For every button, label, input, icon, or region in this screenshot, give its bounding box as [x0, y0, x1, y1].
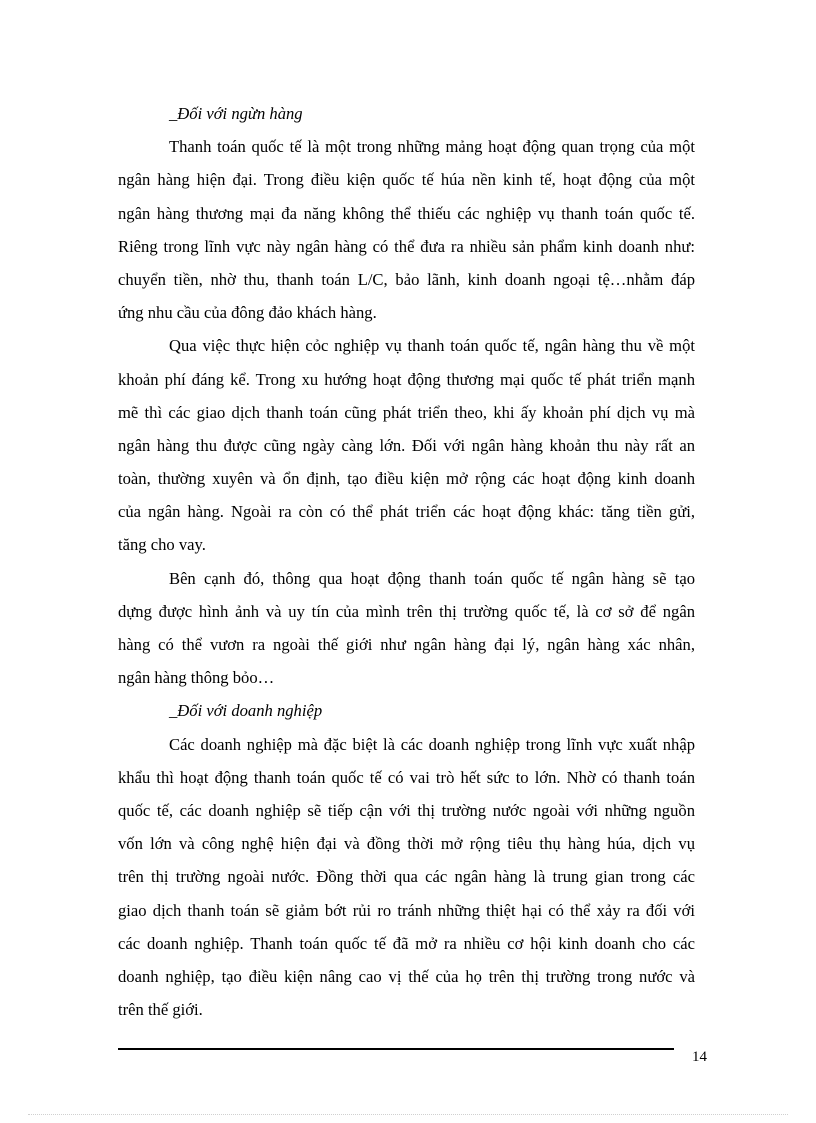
paragraph-line: Bên cạnh đó, thông qua hoạt động thanh toán quốc tế ngân hàng sẽ tạo: [169, 568, 695, 588]
paragraph-line: chuyển tiền, nhờ thu, thanh toán L/C, bảo lãnh, kinh doanh ngoại tệ…nhằm đáp: [118, 269, 695, 289]
paragraph-line: ứng nhu cầu của đông đảo khách hàng.: [118, 303, 377, 323]
paragraph-line: Thanh toán quốc tế là một trong những mảng hoạt động quan trọng của một: [169, 137, 695, 157]
paragraph-line: các doanh nghiệp. Thanh toán quốc tế đã mở ra nhiều cơ hội kinh doanh cho các: [118, 933, 695, 953]
paragraph-line: Riêng trong lĩnh vực này ngân hàng có thể đưa ra nhiều sản phẩm kinh doanh như:: [118, 236, 695, 256]
paragraph-line: Các doanh nghiệp mà đặc biệt là các doanh nghiệp trong lĩnh vực xuất nhập: [169, 734, 695, 754]
heading-line: _Đối với doanh nghiệp: [169, 701, 323, 721]
paragraph-line: ngân hàng hiện đại. Trong điều kiện quốc tế húa nền kinh tế, hoạt động của một: [118, 170, 695, 190]
paragraph-line: ngân hàng thu được cũng ngày càng lớn. Đối với ngân hàng khoản thu này rất an: [118, 435, 695, 455]
paragraph-line: trên thế giới.: [118, 1000, 203, 1020]
paragraph-line: Qua việc thực hiện cỏc nghiệp vụ thanh toán quốc tế, ngân hàng thu về một: [169, 336, 695, 356]
section-heading: [118, 694, 695, 727]
paragraph-line: giao dịch thanh toán sẽ giảm bớt rủi ro tránh những thiệt hại có thể xảy ra đối với: [118, 900, 695, 920]
paragraph-line: vốn lớn và công nghệ hiện đại và đồng thời mở rộng tiêu thụ hàng húa, dịch vụ: [118, 834, 695, 854]
section-heading: [118, 97, 695, 130]
paragraph-line: toàn, thường xuyên và ổn định, tạo điều kiện mở rộng các hoạt động kinh doanh: [118, 469, 695, 489]
paragraph-line: ngân hàng thông bỏo…: [118, 668, 275, 688]
paragraph-line: dựng được hình ảnh và uy tín của mình trên thị trường quốc tế, là cơ sở để ngân: [118, 601, 695, 621]
paragraph-line: tăng cho vay.: [118, 535, 206, 555]
paragraph-line: khẩu thì hoạt động thanh toán quốc tế có vai trò hết sức to lớn. Nhờ có thanh toán: [118, 767, 695, 787]
heading-line: _Đối với ngừn hàng: [169, 104, 303, 123]
paragraph: [118, 329, 695, 561]
document-body: [118, 97, 695, 1026]
page-number: 14: [692, 1049, 707, 1065]
paragraph-line: hàng có thể vươn ra ngoài thế giới như ngân hàng đại lý, ngân hàng xác nhân,: [118, 635, 695, 654]
paragraph: [118, 562, 695, 695]
page-bottom-border: [28, 1114, 788, 1115]
paragraph-line: quốc tế, các doanh nghiệp sẽ tiếp cận với thị trường nước ngoài với những nguồn: [118, 800, 695, 820]
paragraph-line: khoản phí đáng kể. Trong xu hướng hoạt động thương mại quốc tế phát triển mạnh: [118, 369, 695, 389]
paragraph-line: doanh nghiệp, tạo điều kiện nâng cao vị thế của họ trên thị trường trong nước và: [118, 966, 695, 986]
paragraph-line: mẽ thì các giao dịch thanh toán cũng phát triển theo, khi ấy khoản phí dịch vụ mà: [118, 402, 695, 422]
paragraph-line: ngân hàng thương mại đa năng không thể thiếu các nghiệp vụ thanh toán quốc tế.: [118, 203, 695, 223]
paragraph-line: trên thị trường ngoài nước. Đồng thời qua các ngân hàng là trung gian trong các: [118, 867, 695, 887]
paragraph: [118, 728, 695, 1027]
footer-rule: [118, 1048, 674, 1050]
paragraph: [118, 130, 695, 329]
paragraph-line: của ngân hàng. Ngoài ra còn có thể phát triển các hoạt động khác: tăng tiền gửi,: [118, 502, 695, 522]
